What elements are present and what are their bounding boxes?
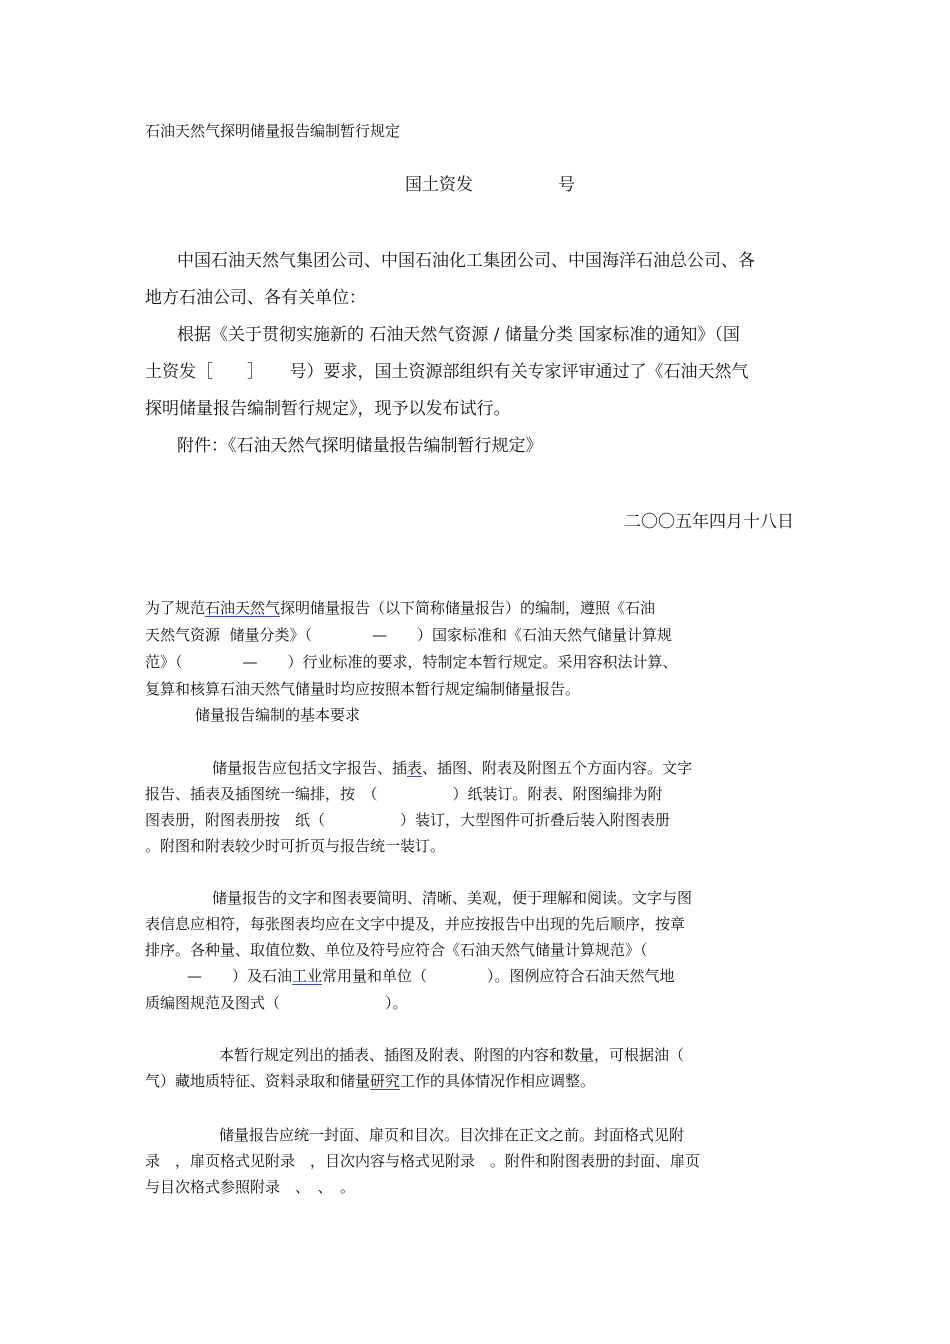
notice-body-line: 土资发［ ］ 号）要求，国土资源部组织有关专家评审通过了《石油天然气 xyxy=(145,362,749,382)
document-number: 国土资发 号 xyxy=(405,175,575,195)
addressee-line: 中国石油天然气集团公司、中国石油化工集团公司、中国海洋石油总公司、各 xyxy=(177,251,755,271)
intro-line: 天然气资源 储量分类》（ — ）国家标准和《石油天然气储量计算规 xyxy=(145,626,673,644)
paragraph-line: 。附图和附表较少时可折页与报告统一装订。 xyxy=(145,837,446,855)
issue-date: 二〇〇五年四月十八日 xyxy=(624,512,794,532)
intro-line: 为了规范石油天然气探明储量报告（以下简称储量报告）的编制，遵照《石油 xyxy=(145,599,656,617)
link-industry[interactable]: 工业 xyxy=(292,967,323,985)
notice-body-line: 探明储量报告编制暂行规定》，现予以发布试行。 xyxy=(145,399,511,419)
notice-body-line: 根据《关于贯彻实施新的 石油天然气资源 / 储量分类 国家标准的通知》（国 xyxy=(177,325,740,345)
paragraph-line: 报告、插表及插图统一编排，按 （ ）纸装订。附表、附图编排为附 xyxy=(145,785,663,803)
paragraph-line: 质编图规范及图式（ ）。 xyxy=(145,994,408,1012)
paragraph-line: 表信息应相符，每张图表均应在文字中提及，并应按报告中出现的先后顺序，按章 xyxy=(145,915,686,933)
paragraph-line: 排序。各种量、取值位数、单位及符号应符合《石油天然气储量计算规范》（ xyxy=(145,941,648,959)
intro-line: 范》（ — ）行业标准的要求，特制定本暂行规定。采用容积法计算、 xyxy=(145,653,678,671)
paragraph-line: 气）藏地质特征、资料录取和储量研究工作的具体情况作相应调整。 xyxy=(145,1072,596,1090)
paragraph-line: 录 ，扉页格式见附录 ，目次内容与格式见附录 。附件和附图表册的封面、扉页 xyxy=(145,1152,701,1170)
paragraph-line: 储量报告的文字和图表要简明、清晰、美观，便于理解和阅读。文字与图 xyxy=(212,889,693,907)
paragraph-line: 与目次格式参照附录 、 、 。 xyxy=(145,1178,356,1196)
link-table[interactable]: 表 xyxy=(407,759,423,777)
paragraph-line: — ）及石油工业常用量和单位（ ）。图例应符合石油天然气地 xyxy=(187,967,675,985)
paragraph-line: 储量报告应统一封面、扉页和目次。目次排在正文之前。封面格式见附 xyxy=(219,1126,685,1144)
link-research[interactable]: 研究 xyxy=(370,1072,401,1090)
addressee-line: 地方石油公司、各有关单位： xyxy=(145,288,366,308)
paragraph-line: 图表册，附图表册按 纸（ ）装订，大型图件可折叠后装入附图表册 xyxy=(145,811,671,829)
section-heading: 储量报告编制的基本要求 xyxy=(195,706,361,724)
intro-line: 复算和核算石油天然气储量时均应按照本暂行规定编制储量报告。 xyxy=(145,680,581,698)
document-title: 石油天然气探明储量报告编制暂行规定 xyxy=(145,122,401,140)
paragraph-line: 储量报告应包括文字报告、插表、插图、附表及附图五个方面内容。文字 xyxy=(212,759,693,777)
link-oil-gas[interactable]: 石油天然气 xyxy=(205,599,281,617)
paragraph-line: 本暂行规定列出的插表、插图及附表、附图的内容和数量，可根据油（ xyxy=(219,1046,685,1064)
attachment-note: 附件：《石油天然气探明储量报告编制暂行规定》 xyxy=(177,436,543,456)
